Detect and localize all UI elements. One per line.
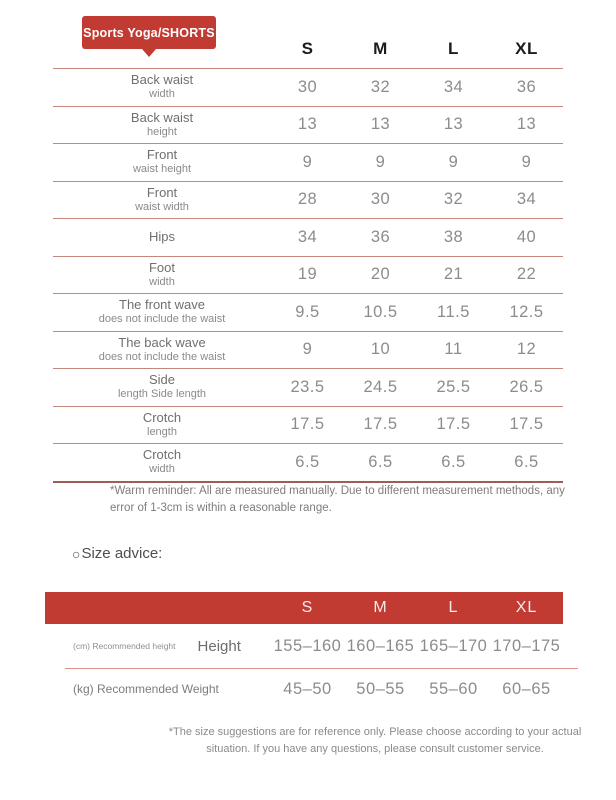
cell-value-xl: 12 [516, 340, 537, 359]
row-label-sub: does not include the waist [98, 350, 226, 363]
weight-value-m: 50–55 [356, 679, 405, 698]
cell-value-s: 6.5 [295, 452, 320, 471]
row-label-sub: width [149, 275, 175, 288]
recommended-height-row [45, 624, 563, 668]
size-chart-table [53, 30, 563, 483]
cell-value-l: 38 [443, 227, 464, 246]
cell-value-l: 6.5 [441, 452, 466, 471]
row-label-main: Side [148, 372, 176, 388]
cell-value-m: 36 [370, 227, 391, 246]
weight-value-s: 45–50 [283, 679, 332, 698]
cell-value-l: 11 [444, 340, 463, 359]
row-label-sub: length Side length [117, 388, 207, 401]
row-label [53, 373, 271, 401]
height-value-l: 165–170 [419, 636, 488, 655]
cell-value-m: 17.5 [363, 415, 398, 434]
row-label [53, 148, 271, 176]
cell-value-xl: 34 [516, 190, 537, 209]
column-header: L [448, 39, 459, 58]
cell-value-m: 32 [370, 77, 391, 96]
height-label: Height [197, 637, 241, 655]
advice-column-header: M [373, 599, 388, 616]
table-row [53, 406, 563, 444]
row-label [53, 298, 271, 326]
cell-value-m: 24.5 [363, 377, 398, 396]
cell-value-xl: 26.5 [509, 377, 544, 396]
weight-value-l: 55–60 [429, 679, 478, 698]
cell-value-l: 32 [443, 190, 464, 209]
row-label-main: Crotch [142, 447, 182, 463]
row-label-sub: height [147, 125, 177, 138]
size-chart-body [53, 68, 563, 483]
circle-icon: ○ [72, 545, 81, 562]
table-row [53, 106, 563, 144]
size-advice-heading [72, 545, 162, 562]
cell-value-xl: 6.5 [514, 452, 539, 471]
cell-value-s: 30 [297, 77, 318, 96]
cell-value-m: 6.5 [368, 452, 393, 471]
weight-label: (kg) Recommended Weight [73, 682, 219, 696]
table-row [53, 256, 563, 294]
cell-value-s: 28 [297, 190, 318, 209]
cell-value-l: 21 [443, 265, 464, 284]
advice-column-header: XL [515, 599, 538, 616]
row-label-main: Front [146, 184, 178, 200]
row-label-main: The back wave [118, 334, 206, 350]
cell-value-m: 9 [375, 152, 386, 171]
table-row [53, 68, 563, 106]
warm-reminder-note: *Warm reminder: All are measured manually. Due to different measurement methods, any error of 1-3cm is within a reasonable range. [110, 485, 565, 515]
cell-value-xl: 13 [516, 115, 537, 134]
cell-value-s: 19 [297, 265, 318, 284]
cell-value-l: 11.5 [437, 302, 470, 321]
size-advice-title: Size advice: [81, 545, 163, 562]
table-row [53, 181, 563, 219]
row-label-sub: length [147, 425, 177, 438]
row-label-main: Crotch [142, 409, 182, 425]
cell-value-s: 17.5 [290, 415, 325, 434]
row-label-sub: does not include the waist [98, 313, 226, 326]
row-label [53, 73, 271, 101]
row-label [53, 186, 271, 214]
cell-value-m: 30 [370, 190, 391, 209]
cell-value-s: 9 [302, 152, 313, 171]
row-label-sub: width [149, 88, 175, 101]
table-row [53, 218, 563, 256]
table-row [53, 331, 563, 369]
column-header: XL [515, 39, 538, 58]
row-label-main: Back waist [130, 109, 194, 125]
cell-value-s: 23.5 [290, 377, 325, 396]
column-header: M [373, 39, 388, 58]
cell-value-s: 34 [297, 227, 318, 246]
table-row [53, 443, 563, 481]
row-label-sub: waist width [135, 200, 189, 213]
cell-value-xl: 17.5 [509, 415, 544, 434]
footer-note: *The size suggestions are for reference only. Please choose according to your actual situation. If you have any questions, please consult customer service. [168, 726, 582, 756]
cell-value-m: 13 [370, 115, 391, 134]
cell-value-s: 13 [297, 115, 318, 134]
cell-value-l: 13 [443, 115, 464, 134]
badge-label: Sports Yoga/SHORTS [83, 25, 215, 40]
cell-value-s: 9.5 [295, 302, 320, 321]
advice-column-header: S [301, 599, 314, 616]
row-label [53, 230, 271, 245]
cell-value-xl: 22 [516, 265, 537, 284]
row-label-sub: width [149, 463, 175, 476]
height-value-xl: 170–175 [492, 636, 561, 655]
cell-value-l: 9 [448, 152, 459, 171]
table-row [53, 293, 563, 331]
column-header: S [301, 39, 314, 58]
row-label [53, 336, 271, 364]
cell-value-m: 10 [370, 340, 391, 359]
cell-value-xl: 36 [516, 77, 537, 96]
row-label-main: The front wave [119, 297, 205, 313]
row-label [53, 261, 271, 289]
cell-value-l: 34 [443, 77, 464, 96]
row-label-main: Foot [148, 259, 175, 275]
height-row-label [45, 638, 271, 655]
cell-value-xl: 12.5 [509, 302, 544, 321]
row-label [53, 448, 271, 476]
advice-column-header: L [448, 599, 459, 616]
weight-row-label [45, 682, 271, 696]
cell-value-l: 25.5 [436, 377, 471, 396]
row-label [53, 411, 271, 439]
cell-value-m: 20 [370, 265, 391, 284]
row-label-main: Hips [148, 228, 175, 244]
height-value-s: 155–160 [273, 636, 342, 655]
size-chart-header-row [53, 30, 563, 68]
advice-header-bar [45, 592, 563, 624]
table-row [53, 143, 563, 181]
cell-value-l: 17.5 [436, 415, 471, 434]
cell-value-s: 9 [302, 340, 313, 359]
cell-value-xl: 9 [521, 152, 532, 171]
cell-value-m: 10.5 [363, 302, 398, 321]
height-unit-label: (cm) Recommended height [73, 641, 176, 651]
row-label [53, 111, 271, 139]
row-label-main: Front [146, 147, 178, 163]
row-label-main: Back waist [130, 72, 194, 88]
weight-value-xl: 60–65 [502, 679, 551, 698]
cell-value-xl: 40 [516, 227, 537, 246]
height-value-m: 160–165 [346, 636, 415, 655]
table-row [53, 368, 563, 406]
row-label-sub: waist height [132, 163, 192, 176]
recommended-weight-row [45, 668, 563, 710]
